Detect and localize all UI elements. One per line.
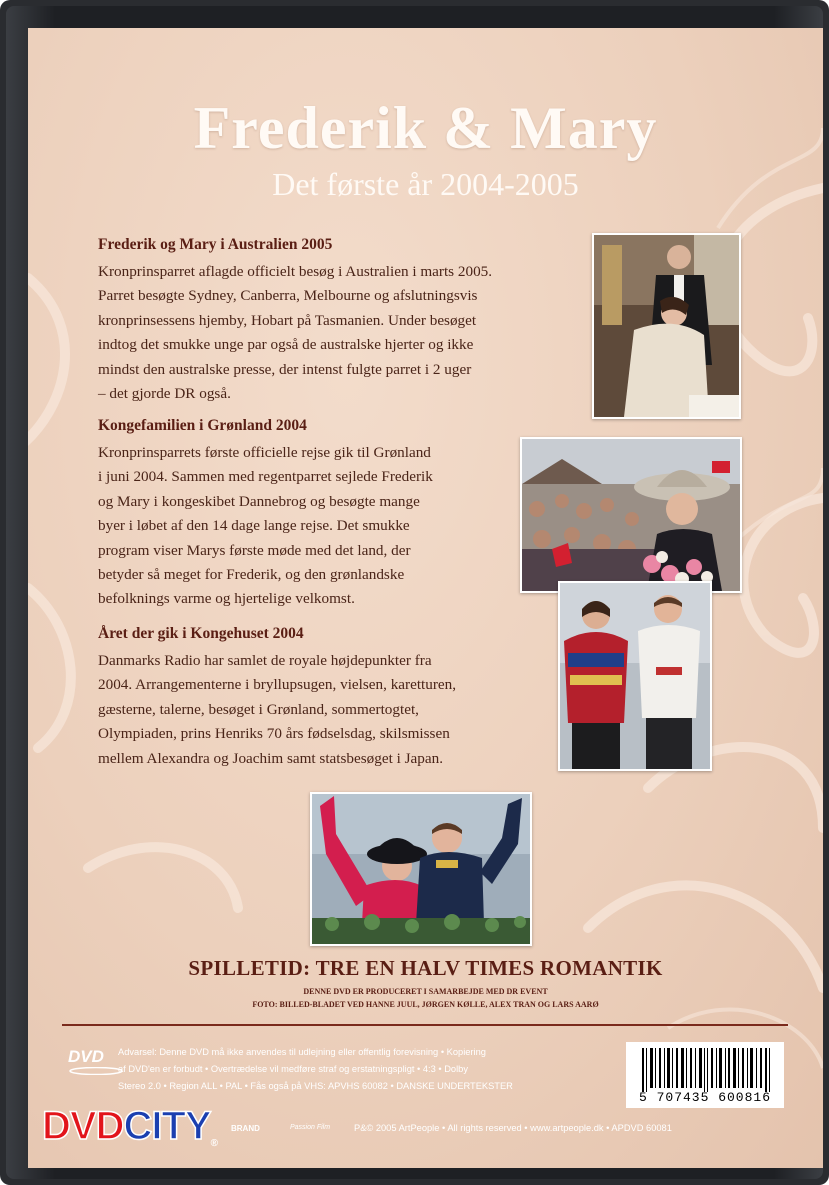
dvd-logo — [68, 1047, 124, 1073]
barcode-bars — [626, 1044, 784, 1092]
barcode-number: 5 707435 600816 — [638, 1090, 772, 1105]
barcode — [626, 1042, 784, 1108]
dvdcity-watermark: DVDCITY® — [42, 1104, 217, 1149]
passion-film-logo: Passion Film — [290, 1124, 331, 1131]
photo-couple-signing — [592, 233, 741, 419]
photo-greenland-crowd — [520, 437, 742, 593]
brand-logo: BRAND — [231, 1124, 260, 1133]
section-body: Danmarks Radio har samlet de royale højdepunkter fra 2004. Arrangementerne i bryllupsugen, vielsen, karetturen, gæsterne, talerne, besøget i Grønland, sommertogtet, Olympiaden, prins Henriks 70 års fødselsdag, skilsmissen mellem Alexandra og Joachim samt statsbesøget i Japan. — [98, 652, 457, 767]
photo-greenland-couple — [558, 581, 712, 771]
photo-couple-waving — [310, 792, 532, 946]
section-body: Kronprinsparret aflagde officielt besøg i Australien i marts 2005. Parret besøgte Sydney, Canberra, Melbourne og afslutningsvis kronprinsessens hjemby, Hobart på Tasmanien. Under besøget indtog det smukke unge par også de australske hjerter og ikke mindst den australske presse, der intenst fulgte parret i 2 uger – det gjorde DR også. — [98, 263, 493, 403]
disc-icon — [68, 1067, 124, 1075]
legal-notice: Advarsel: Denne DVD må ikke anvendes til udlejning eller offentlig forevisning • Kopiering af DVD'en er forbudt • Overtrædelse vil medføre straf og erstatningspligt • 4:3 • Dolby Stereo 2.0 • Region ALL • PAL • Fås også på VHS: APVHS 60082 • DANSKE UNDERTEKSTER — [118, 1047, 513, 1091]
photo-credit: FOTO: BILLED-BLADET VED HANNE JUUL, JØRGEN KØLLE, ALEX TRAN OG LARS AARØ — [252, 1000, 599, 1009]
section-australia — [98, 236, 492, 406]
divider — [62, 1024, 788, 1026]
dvd-back-cover — [28, 28, 823, 1168]
runtime-heading: SPILLETID: TRE EN HALV TIMES ROMANTIK — [188, 956, 663, 980]
cover-title: Frederik & Mary — [193, 95, 658, 161]
section-heading: Året der gik i Kongehuset 2004 — [98, 625, 304, 642]
cover-subtitle: Det første år 2004-2005 — [272, 166, 579, 202]
section-year-2004 — [98, 625, 456, 771]
section-heading: Frederik og Mary i Australien 2005 — [98, 236, 333, 253]
dvd-logo-text: DVD — [68, 1047, 104, 1066]
section-heading: Kongefamilien i Grønland 2004 — [98, 417, 307, 434]
production-credit: DENNE DVD ER PRODUCERET I SAMARBEJDE MED DR EVENT — [303, 987, 548, 996]
copyright-text: P&© 2005 ArtPeople • All rights reserved • www.artpeople.dk • APDVD 60081 — [354, 1123, 672, 1133]
section-body: Kronprinsparrets første officielle rejse gik til Grønland i juni 2004. Sammen med regentparret sejlede Frederik og Mary i kongeskibet Dannebrog og besøgte mange byer i løbet af den 14 dage lange rejse. Det smukke program viser Marys første møde med det land, der betyder så meget for Frederik, og den grønlandske befolknings varme og hjertelige velkomst. — [98, 444, 433, 608]
section-greenland — [98, 417, 433, 612]
